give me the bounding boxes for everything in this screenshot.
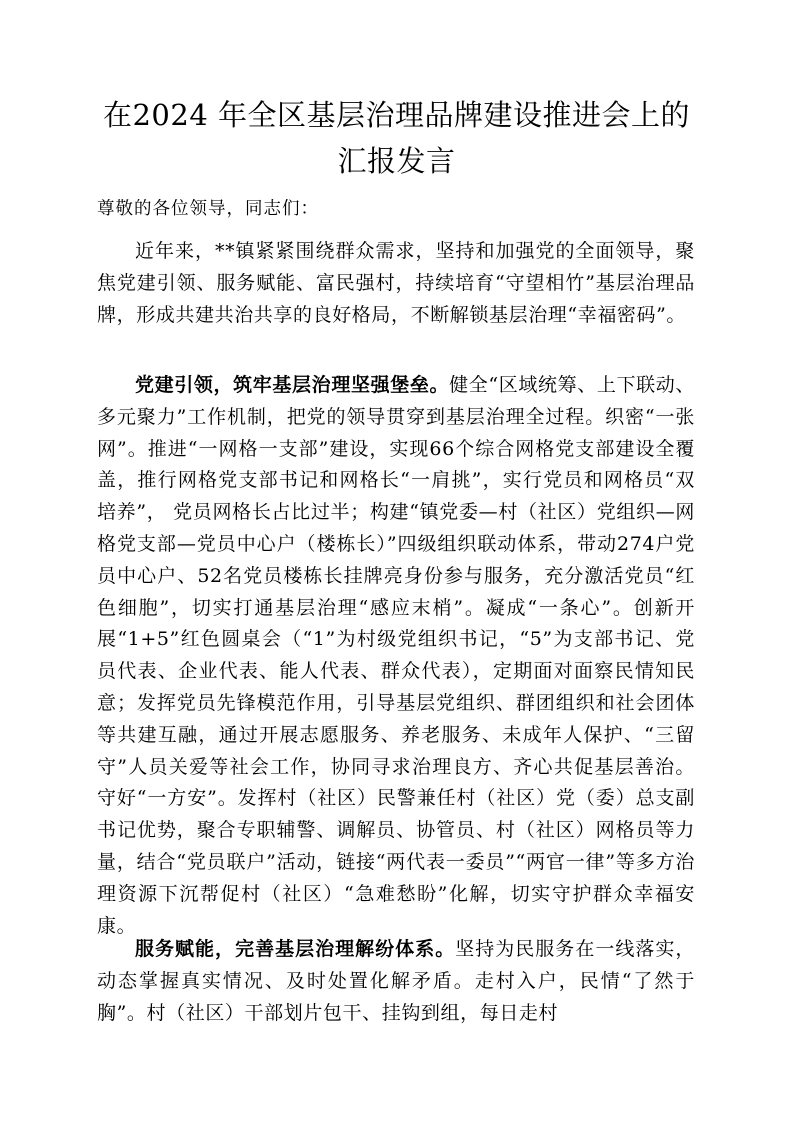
salutation: 尊敬的各位领导，同志们： [97,199,319,219]
title-line-2: 汇报发言 [337,144,456,178]
paragraph-text: 健全“区域统筹、上下联动、多元聚力”工作机制，把党的领导贯穿到基层治理全过程。织密“一张网”。推进“一网格一支部”建设，实现66个综合网格党支部建设全覆盖，推行网格党支部书记和网格长“一肩挑”，实行党员和网格员“双培养”， 党员网格长占比过半；构建“镇党委—村（社区）党组织—网格党支部—党员中心户（楼栋长）”四级组织联动体系，带动274户党员中心户、52名党员楼栋长挂牌亮身份参与服务，充分激活党员“红色细胞”，切实打通基层治理“感应末梢”。凝成“一条心”。创新开展“1+5”红色圆桌会（“1”为村级党组织书记，“5”为支部书记、党员代表、企业代表、能人代表、群众代表），定期面对面察民情知民意；发挥党员先锋模范作用，引导基层党组织、群团组织和社会团体等共建互融，通过开展志愿服务、养老服务、未成年人保护、“三留守”人员关爱等社会工作，协同寻求治理良方、齐心共促基层善治。守好“一方安”。发挥村（社区）民警兼任村（社区）党（委）总支副书记优势，聚合专职辅警、调解员、协管员、村（社区）网格员等力量，结合“党员联户”活动，链接“两代表一委员”“两官一律”等多方治理资源下沉帮促村（社区）“急难愁盼”化解，切实守护群众幸福安康。 [97,374,695,937]
paragraph-text: 近年来，**镇紧紧围绕群众需求，坚持和加强党的全面领导，聚焦党建引领、服务赋能、富民强村，持续培育“守望相竹”基层治理品牌，形成共建共治共享的良好格局，不断解锁基层治理“幸福密码”。 [97,240,695,326]
paragraph-party-leadership [97,370,695,942]
title-line-1: 在2024 年全区基层治理品牌建设推进会上的 [102,98,691,132]
paragraph-lead-heading: 党建引领，筑牢基层治理坚强堡垒。 [135,374,450,396]
document-title [100,92,693,184]
paragraph-text: 坚持为民服务在一线落实，动态掌握真实情况、及时处置化解矛盾。走村入户，民情“了然于胸”。村（社区）干部划片包干、挂钩到组，每日走村 [97,938,695,1024]
paragraph-intro [97,236,695,331]
paragraph-lead-heading: 服务赋能，完善基层治理解纷体系。 [135,938,456,960]
paragraph-service-empowerment [97,934,695,1029]
